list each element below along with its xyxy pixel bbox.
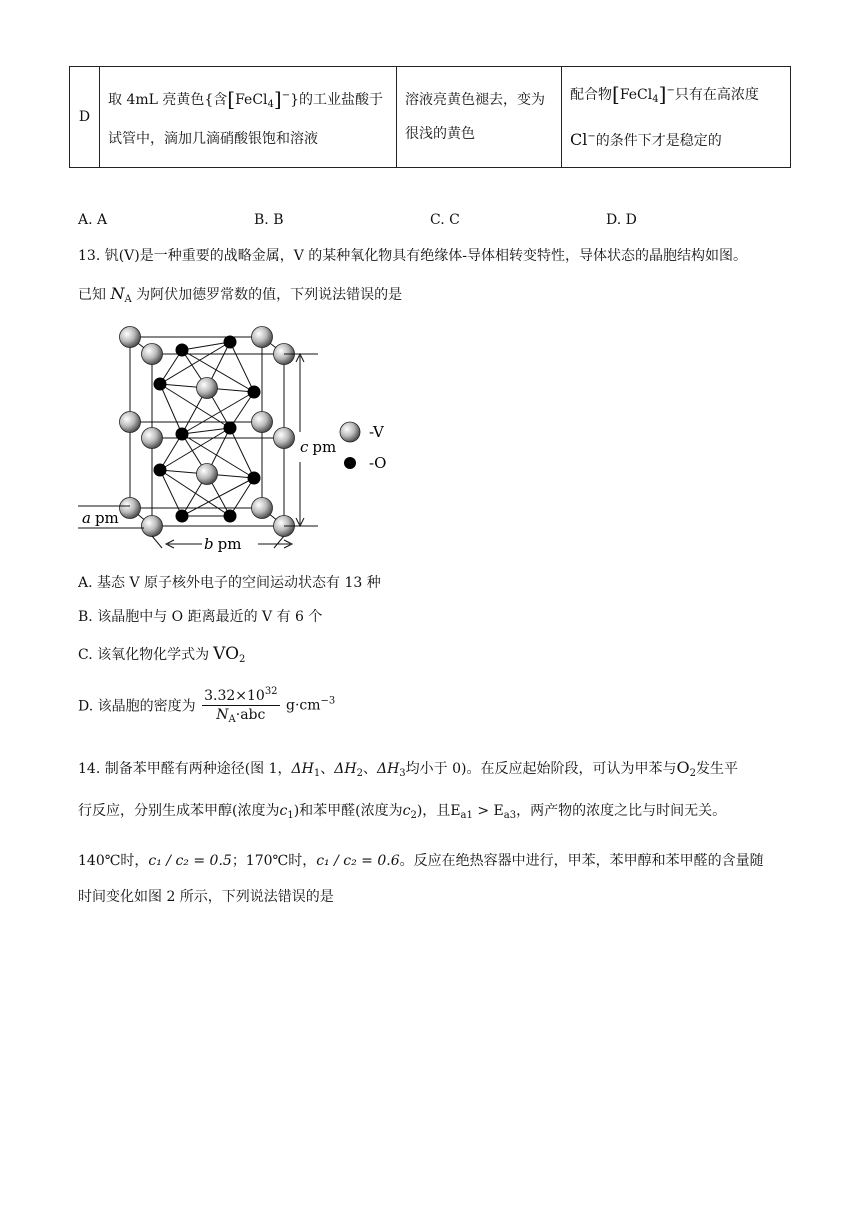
formula-fecl4: FeCl bbox=[235, 91, 268, 108]
q13-option-d[interactable]: D. 该晶胞的密度为 $\frac{3.32\times 10^{32}}{N_A\cdot abc}$ $g\cdot cm^{-3}$ bbox=[78, 686, 336, 725]
table-row bbox=[70, 67, 791, 168]
legend-o-label: -O bbox=[369, 454, 387, 472]
q13-option-b[interactable]: B. 该晶胞中与 O 距离最近的 V 有 6 个 bbox=[78, 609, 323, 625]
legend-o-dot bbox=[344, 457, 356, 469]
q13-stem-line2: 已知 $N_A$ 为阿伏加德罗常数的值，下列说法错误的是 bbox=[78, 284, 403, 305]
label-b: b pm bbox=[204, 535, 242, 553]
q13-option-c[interactable]: C. 该氧化物化学式为 $VO_2$ bbox=[78, 644, 246, 665]
q12-option-a[interactable]: A. A bbox=[78, 212, 108, 228]
legend-v-label: -V bbox=[369, 423, 384, 441]
q14-stem-line4: 时间变化如图 2 所示，下列说法错误的是 bbox=[78, 889, 334, 905]
q13-option-a[interactable]: A. 基态 V 原子核外电子的空间运动状态有 13 种 bbox=[78, 575, 381, 591]
conclusion-cell: 配合物[FeCl$_4$]−只有在高浓度 Cl−的条件下才是稳定的 bbox=[562, 67, 791, 168]
q12-option-c[interactable]: C. C bbox=[430, 212, 460, 228]
row-label: D bbox=[70, 67, 100, 168]
phenomenon-cell: 溶液亮黄色褪去，变为 很浅的黄色 bbox=[397, 67, 562, 168]
q14-stem-line3: 140℃时，c₁ / c₂ = 0.5；170℃时，c₁ / c₂ = 0.6。反应在绝热容器中进行，甲苯，苯甲醇和苯甲醛的含量随 bbox=[78, 853, 764, 869]
v-atoms bbox=[120, 327, 295, 537]
density-fraction: $\frac{3.32\times 10^{32}}{N_A\cdot abc}$ bbox=[204, 686, 278, 725]
experiment-cell: 取 4mL 亮黄色{含[FeCl$_4$]−}的工业盐酸于 试管中，滴加几滴硝酸银饱和溶液 bbox=[100, 67, 397, 168]
q12-option-b[interactable]: B. B bbox=[254, 212, 284, 228]
answer-table bbox=[69, 66, 791, 168]
legend-v-ball bbox=[340, 422, 360, 442]
label-a: a pm bbox=[82, 509, 119, 527]
q14-stem-line2: 行反应，分别生成苯甲醇(浓度为$c_1$)和苯甲醛(浓度为$c_2$)，且$E_{a1} > E_{a3}$，两产物的浓度之比与时间无关。 bbox=[78, 803, 727, 821]
label-c: c pm bbox=[300, 438, 337, 456]
q12-option-d[interactable]: D. D bbox=[606, 212, 637, 228]
q14-stem-line1: 14. 制备苯甲醛有两种途径(图 1，$\Delta H_1$、$\Delta H_2$、$\Delta H_3$均小于 0)。在反应起始阶段，可认为甲苯与$O_2$发生平 bbox=[78, 758, 738, 779]
o-atoms bbox=[154, 336, 261, 523]
q13-stem-line1: 13. 钒(V)是一种重要的战略金属，V 的某种氧化物具有绝缘体-导体相转变特性，导体状态的晶胞结构如图。 bbox=[78, 248, 748, 264]
crystal-cell-figure bbox=[78, 320, 408, 555]
